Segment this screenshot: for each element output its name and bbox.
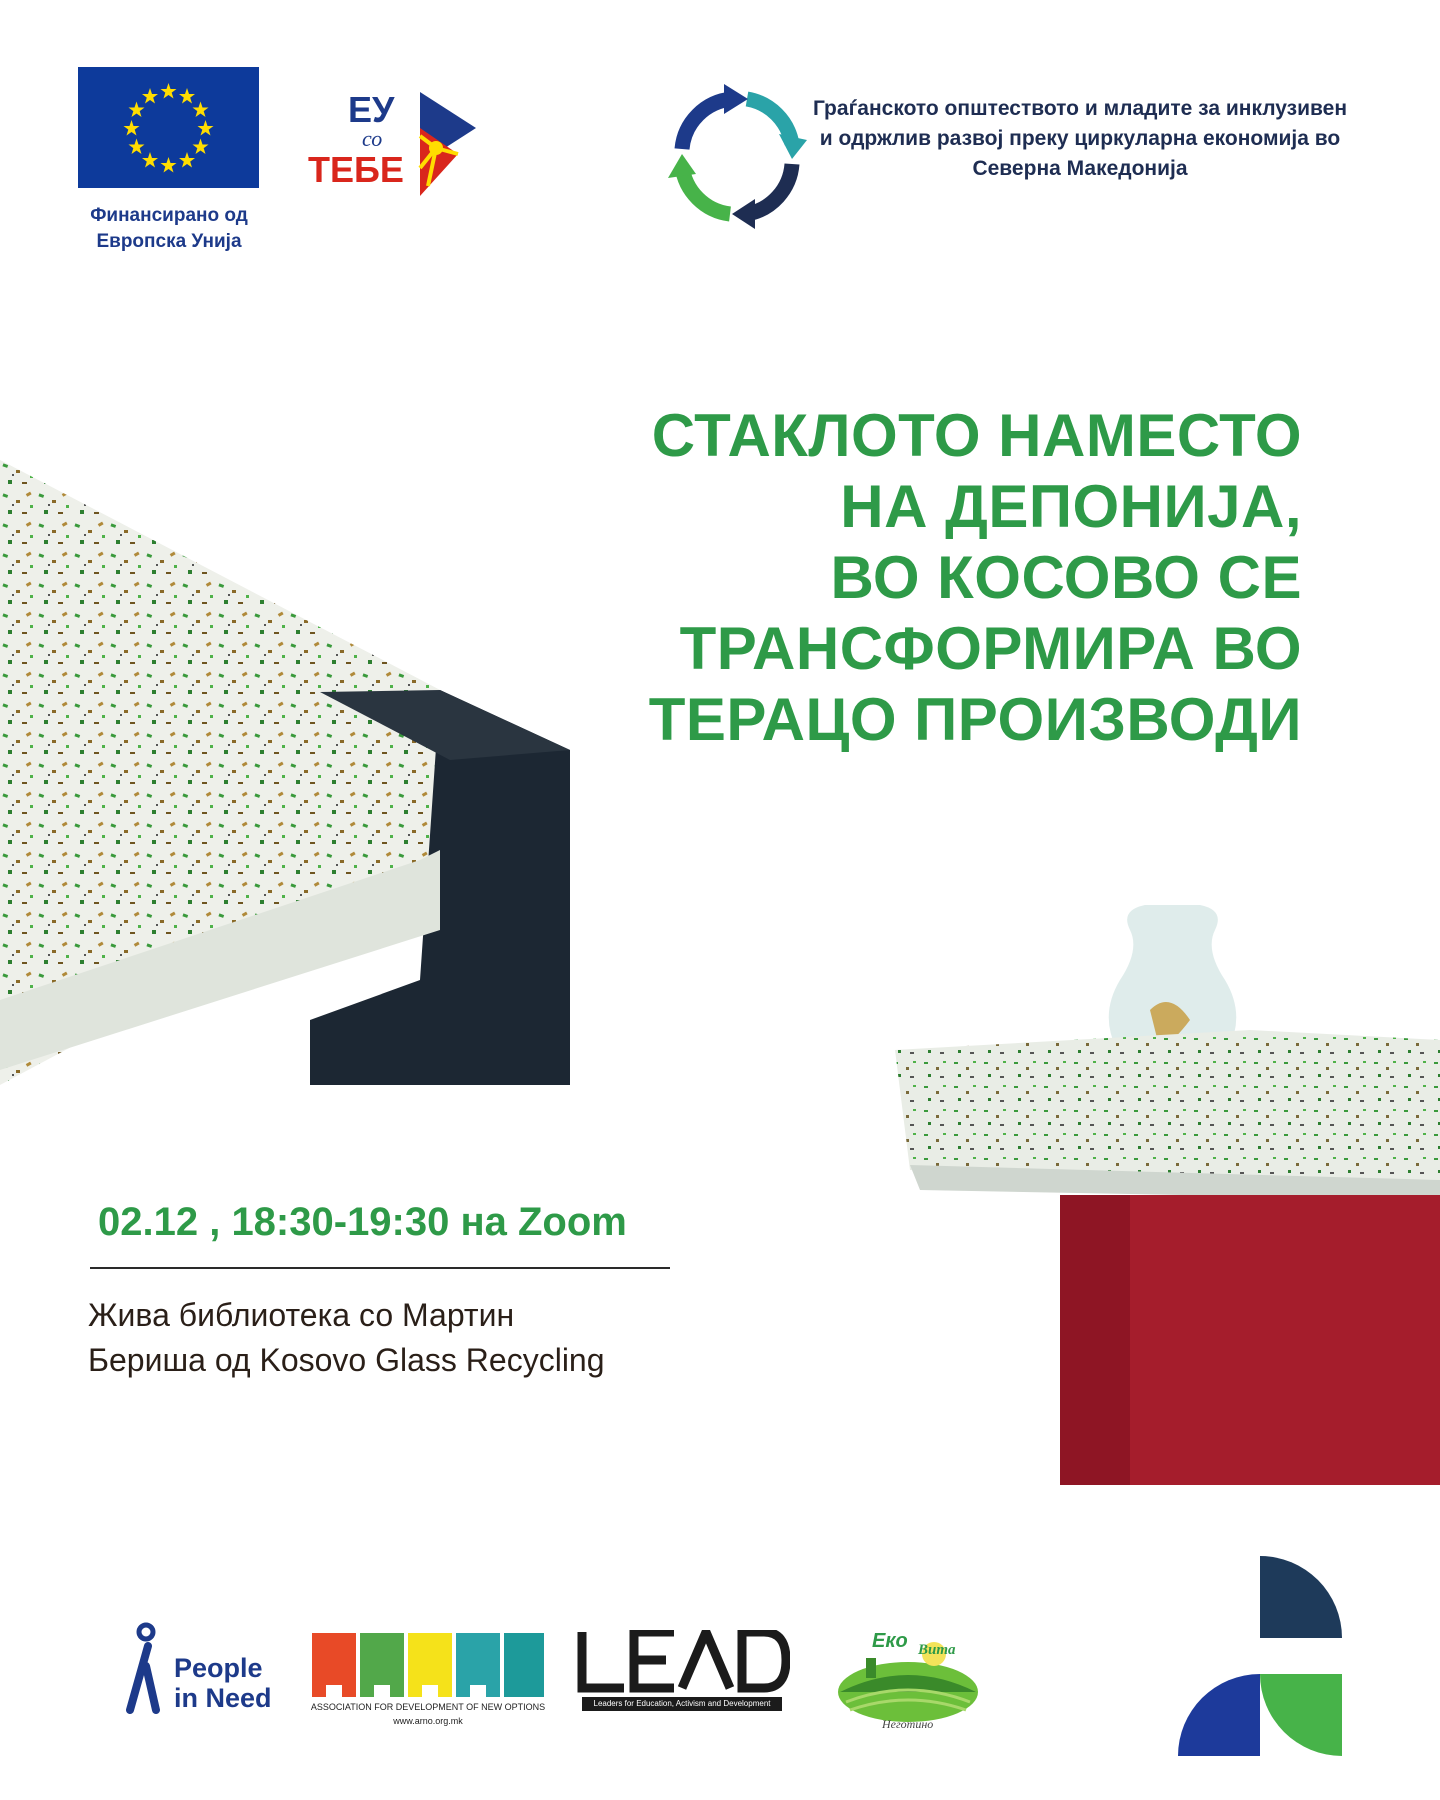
circular-economy-logo bbox=[652, 74, 822, 244]
eu-caption-line2: Европска Унија bbox=[96, 231, 242, 252]
pin-line2: in Need bbox=[174, 1683, 272, 1713]
eusotebe-top-text: ЕУ bbox=[348, 89, 395, 130]
arno-url: www.arno.org.mk bbox=[393, 1716, 463, 1726]
eko-vita-word2: Вита bbox=[918, 1642, 956, 1658]
eko-vita-place: Неготино bbox=[882, 1717, 934, 1731]
eusotebe-mid-text: со bbox=[362, 126, 383, 151]
pin-line1: People bbox=[174, 1653, 263, 1683]
arno-logo bbox=[312, 1633, 544, 1703]
terrazzo-side-table-vase-photo bbox=[890, 890, 1440, 1490]
eu-so-tebe-logo bbox=[308, 86, 476, 196]
event-divider bbox=[90, 1267, 670, 1269]
eu-flag-logo bbox=[78, 67, 259, 188]
headline-line-3: ВО КОСОВО СЕ bbox=[830, 544, 1302, 611]
event-description-line2: Бериша од Kosovo Glass Recycling bbox=[88, 1342, 605, 1378]
event-description bbox=[88, 1293, 708, 1383]
brand-mark-logo bbox=[1178, 1556, 1342, 1756]
eu-stars-icon bbox=[124, 83, 214, 173]
people-in-need-figure-icon bbox=[118, 1622, 168, 1718]
people-in-need-name bbox=[174, 1653, 272, 1713]
eu-caption-line1: Финансирано од bbox=[90, 205, 248, 226]
headline-line-4: ТРАНСФОРМИРА ВО bbox=[679, 615, 1302, 682]
event-description-line1: Жива библиотека со Мартин bbox=[88, 1297, 515, 1333]
lead-tagline: Leaders for Education, Activism and Development bbox=[582, 1697, 782, 1711]
arno-name: ASSOCIATION FOR DEVELOPMENT OF NEW OPTIONS bbox=[310, 1702, 546, 1712]
headline-line-5: ТЕРАЦО ПРОИЗВОДИ bbox=[648, 686, 1302, 753]
project-title: Граѓанското општеството и младите за инклузивен и одржлив развој преку циркуларна економија во Северна Македонија bbox=[812, 97, 1348, 180]
terrazzo-table-photo bbox=[0, 460, 580, 1085]
eu-funding-caption bbox=[40, 203, 298, 255]
headline-line-1: СТАКЛОТО НАМЕСТО bbox=[651, 402, 1302, 469]
event-headline bbox=[600, 400, 1302, 755]
event-date-time: 02.12 , 18:30-19:30 на Zoom bbox=[98, 1200, 627, 1244]
eusotebe-bottom-text: ТЕБЕ bbox=[308, 149, 404, 190]
headline-line-2: НА ДЕПОНИЈА, bbox=[840, 473, 1302, 540]
eko-vita-word1: Еко bbox=[872, 1630, 908, 1652]
